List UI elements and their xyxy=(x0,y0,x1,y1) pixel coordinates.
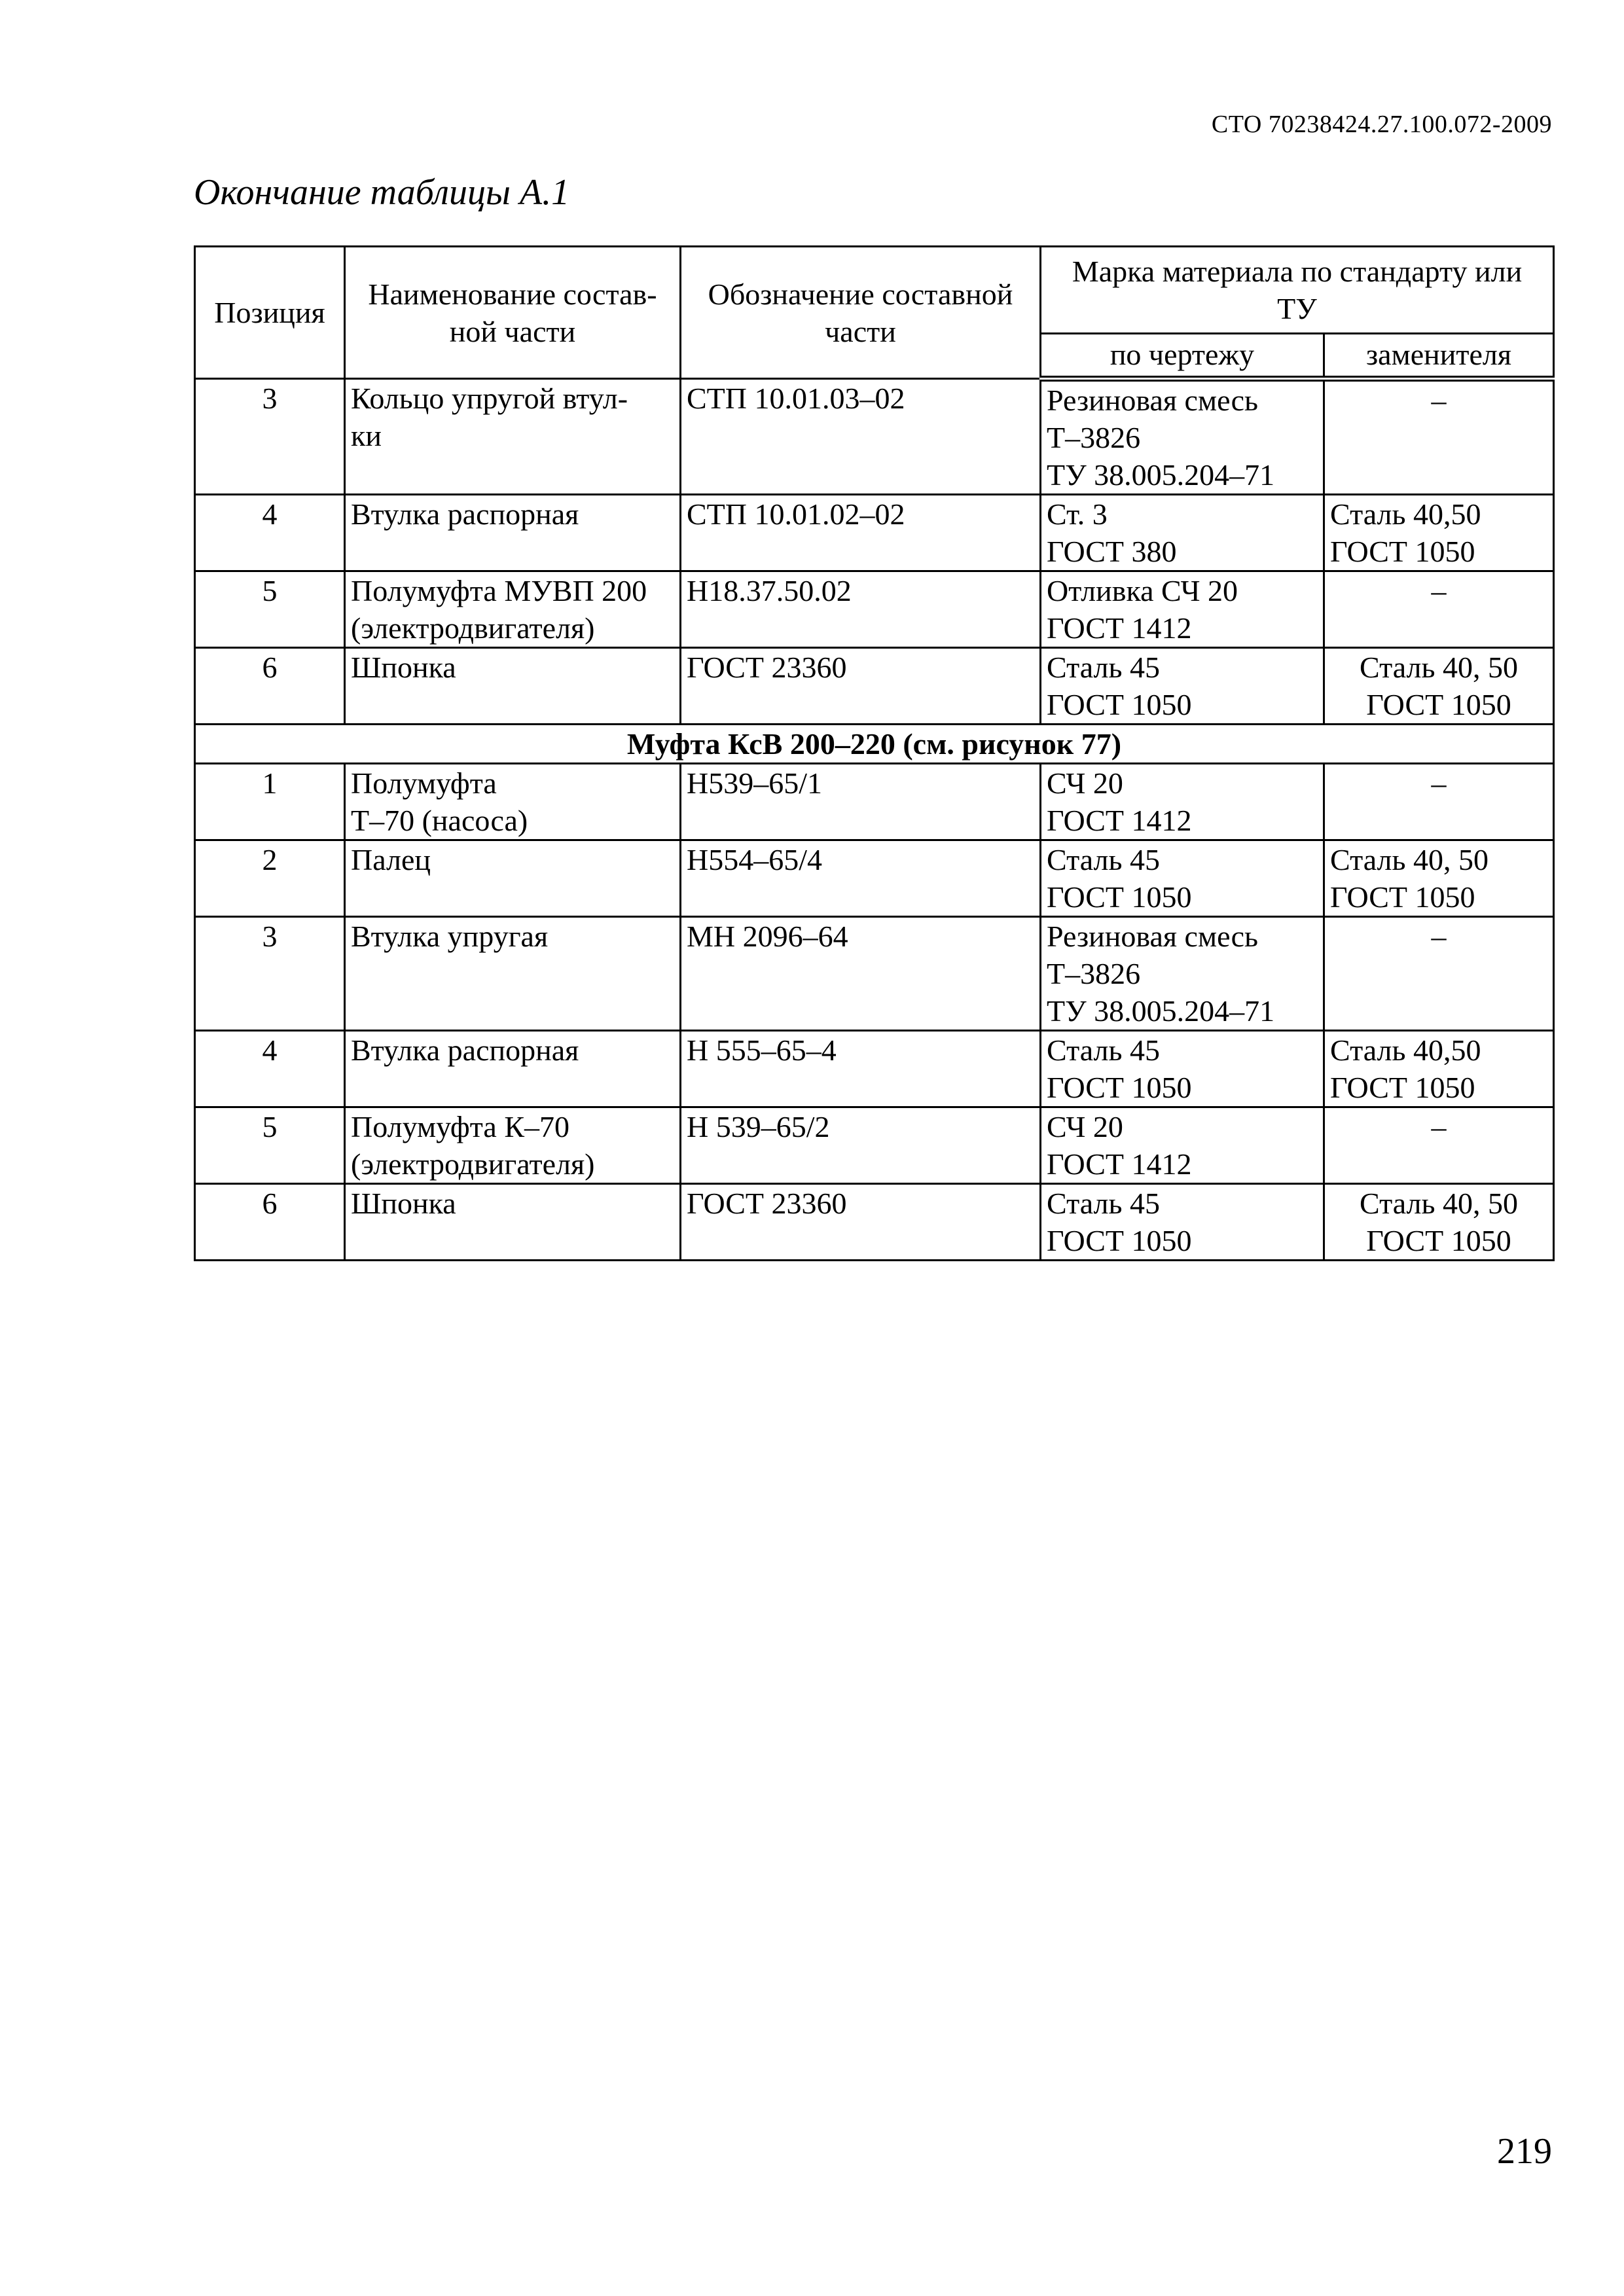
cell-material-line: Сталь 45 xyxy=(1047,1033,1160,1067)
table-header xyxy=(195,247,1554,379)
cell-name-line: ки xyxy=(351,419,382,452)
cell-name-line: Шпонка xyxy=(351,1187,456,1220)
cell-substitute xyxy=(1324,648,1554,725)
cell-designation: Н539–65/1 xyxy=(681,764,1041,840)
cell-substitute xyxy=(1324,571,1554,648)
cell-substitute xyxy=(1324,379,1554,495)
cell-material-line: ГОСТ 1050 xyxy=(1047,1224,1192,1257)
cell-designation: ГОСТ 23360 xyxy=(681,648,1041,725)
cell-substitute xyxy=(1324,1107,1554,1184)
cell-material-line: ГОСТ 380 xyxy=(1047,535,1177,568)
cell-material xyxy=(1041,1184,1324,1261)
table-row xyxy=(195,917,1554,1031)
header-material-line: ТУ xyxy=(1277,292,1317,325)
cell-material xyxy=(1041,1107,1324,1184)
cell-material-line: ГОСТ 1050 xyxy=(1047,1071,1192,1104)
cell-substitute-line: ГОСТ 1050 xyxy=(1330,1071,1475,1104)
table-row xyxy=(195,840,1554,917)
cell-name-line: (электродвигателя) xyxy=(351,611,595,645)
specification-table xyxy=(194,245,1555,1261)
cell-designation: СТП 10.01.03–02 xyxy=(681,379,1041,495)
cell-designation: Н 555–65–4 xyxy=(681,1031,1041,1107)
cell-material xyxy=(1041,840,1324,917)
cell-designation: ГОСТ 23360 xyxy=(681,1184,1041,1261)
cell-substitute xyxy=(1324,764,1554,840)
cell-material xyxy=(1041,764,1324,840)
cell-substitute-line: – xyxy=(1431,1110,1447,1143)
cell-name-line: Т–70 (насоса) xyxy=(351,804,528,837)
cell-name xyxy=(345,1184,681,1261)
cell-name xyxy=(345,648,681,725)
cell-substitute-line: – xyxy=(1431,384,1447,417)
cell-substitute-line: – xyxy=(1431,766,1447,800)
cell-designation: Н 539–65/2 xyxy=(681,1107,1041,1184)
cell-position: 4 xyxy=(195,1031,345,1107)
cell-position: 6 xyxy=(195,648,345,725)
header-designation-line: части xyxy=(825,314,896,348)
cell-substitute-line: Сталь 40,50 xyxy=(1330,497,1481,531)
cell-substitute-line: Сталь 40, 50 xyxy=(1360,651,1518,684)
header-name-line: ной части xyxy=(449,314,576,348)
header-by-drawing: по чертежу xyxy=(1041,334,1324,379)
cell-designation: Н18.37.50.02 xyxy=(681,571,1041,648)
cell-name-line: Втулка упругая xyxy=(351,920,549,953)
cell-material-line: ГОСТ 1412 xyxy=(1047,804,1192,837)
cell-name-line: Кольцо упругой втул- xyxy=(351,382,628,415)
cell-name-line: Втулка распорная xyxy=(351,497,579,531)
cell-name-line: Шпонка xyxy=(351,651,456,684)
cell-material-line: Сталь 45 xyxy=(1047,1187,1160,1220)
cell-substitute-line: ГОСТ 1050 xyxy=(1330,535,1475,568)
table-row xyxy=(195,495,1554,571)
header-substitute: заменителя xyxy=(1324,334,1554,379)
table-row xyxy=(195,648,1554,725)
cell-material-line: ГОСТ 1050 xyxy=(1047,688,1192,721)
cell-material-line: Сталь 45 xyxy=(1047,651,1160,684)
cell-name-line: Полумуфта К–70 xyxy=(351,1110,569,1143)
header-designation xyxy=(681,247,1041,379)
cell-substitute-line: Сталь 40, 50 xyxy=(1360,1187,1518,1220)
table-row xyxy=(195,379,1554,495)
cell-material-line: ГОСТ 1412 xyxy=(1047,611,1192,645)
cell-material-line: Отливка СЧ 20 xyxy=(1047,574,1238,607)
cell-name xyxy=(345,571,681,648)
header-material xyxy=(1041,247,1554,334)
cell-designation: СТП 10.01.02–02 xyxy=(681,495,1041,571)
cell-name-line: Полумуфта xyxy=(351,766,497,800)
cell-substitute xyxy=(1324,917,1554,1031)
cell-material-line: СЧ 20 xyxy=(1047,1110,1123,1143)
cell-material-line: Т–3826 xyxy=(1047,957,1141,990)
table-row xyxy=(195,1184,1554,1261)
table-body xyxy=(195,379,1554,1261)
table-row xyxy=(195,1031,1554,1107)
table-row xyxy=(195,1107,1554,1184)
header-name-line: Наименование состав- xyxy=(368,277,657,311)
cell-position: 1 xyxy=(195,764,345,840)
page-number: 219 xyxy=(1497,2131,1552,2172)
cell-name-line: Палец xyxy=(351,843,431,876)
cell-position: 3 xyxy=(195,379,345,495)
cell-position: 4 xyxy=(195,495,345,571)
table-row xyxy=(195,764,1554,840)
cell-position: 6 xyxy=(195,1184,345,1261)
cell-material xyxy=(1041,495,1324,571)
cell-name xyxy=(345,840,681,917)
cell-material-line: ТУ 38.005.204–71 xyxy=(1047,458,1275,492)
cell-material-line: Сталь 45 xyxy=(1047,843,1160,876)
document-code: СТО 70238424.27.100.072-2009 xyxy=(1211,111,1552,138)
cell-name xyxy=(345,1107,681,1184)
header-designation-line: Обозначение составной xyxy=(708,277,1013,311)
table-caption: Окончание таблицы А.1 xyxy=(194,172,570,213)
cell-position: 5 xyxy=(195,1107,345,1184)
cell-material xyxy=(1041,379,1324,495)
cell-material xyxy=(1041,571,1324,648)
cell-designation: Н554–65/4 xyxy=(681,840,1041,917)
cell-name xyxy=(345,764,681,840)
cell-designation: МН 2096–64 xyxy=(681,917,1041,1031)
cell-substitute xyxy=(1324,1184,1554,1261)
cell-name xyxy=(345,1031,681,1107)
cell-material-line: Резиновая смесь xyxy=(1047,920,1259,953)
cell-substitute-line: – xyxy=(1431,920,1447,953)
section-row xyxy=(195,725,1554,764)
cell-material-line: СЧ 20 xyxy=(1047,766,1123,800)
section-title: Муфта КсВ 200–220 (см. рисунок 77) xyxy=(195,725,1554,764)
cell-material-line: ГОСТ 1050 xyxy=(1047,880,1192,914)
cell-material xyxy=(1041,917,1324,1031)
cell-substitute-line: ГОСТ 1050 xyxy=(1366,1224,1511,1257)
cell-material-line: ГОСТ 1412 xyxy=(1047,1147,1192,1181)
cell-substitute-line: ГОСТ 1050 xyxy=(1366,688,1511,721)
header-name xyxy=(345,247,681,379)
cell-name-line: (электродвигателя) xyxy=(351,1147,595,1181)
cell-material-line: Т–3826 xyxy=(1047,421,1141,454)
cell-name xyxy=(345,379,681,495)
cell-substitute-line: ГОСТ 1050 xyxy=(1330,880,1475,914)
cell-material-line: Резиновая смесь xyxy=(1047,384,1259,417)
cell-name xyxy=(345,917,681,1031)
header-position: Позиция xyxy=(195,247,345,379)
cell-substitute-line: – xyxy=(1431,574,1447,607)
cell-name-line: Полумуфта МУВП 200 xyxy=(351,574,647,607)
cell-substitute xyxy=(1324,840,1554,917)
cell-substitute xyxy=(1324,1031,1554,1107)
cell-name-line: Втулка распорная xyxy=(351,1033,579,1067)
header-material-line: Марка материала по стандарту или xyxy=(1072,255,1523,288)
cell-substitute-line: Сталь 40,50 xyxy=(1330,1033,1481,1067)
cell-position: 3 xyxy=(195,917,345,1031)
cell-substitute xyxy=(1324,495,1554,571)
cell-material-line: ТУ 38.005.204–71 xyxy=(1047,994,1275,1028)
cell-name xyxy=(345,495,681,571)
cell-material xyxy=(1041,648,1324,725)
cell-position: 2 xyxy=(195,840,345,917)
cell-material-line: Ст. 3 xyxy=(1047,497,1108,531)
cell-material xyxy=(1041,1031,1324,1107)
cell-position: 5 xyxy=(195,571,345,648)
cell-substitute-line: Сталь 40, 50 xyxy=(1330,843,1489,876)
table-row xyxy=(195,571,1554,648)
